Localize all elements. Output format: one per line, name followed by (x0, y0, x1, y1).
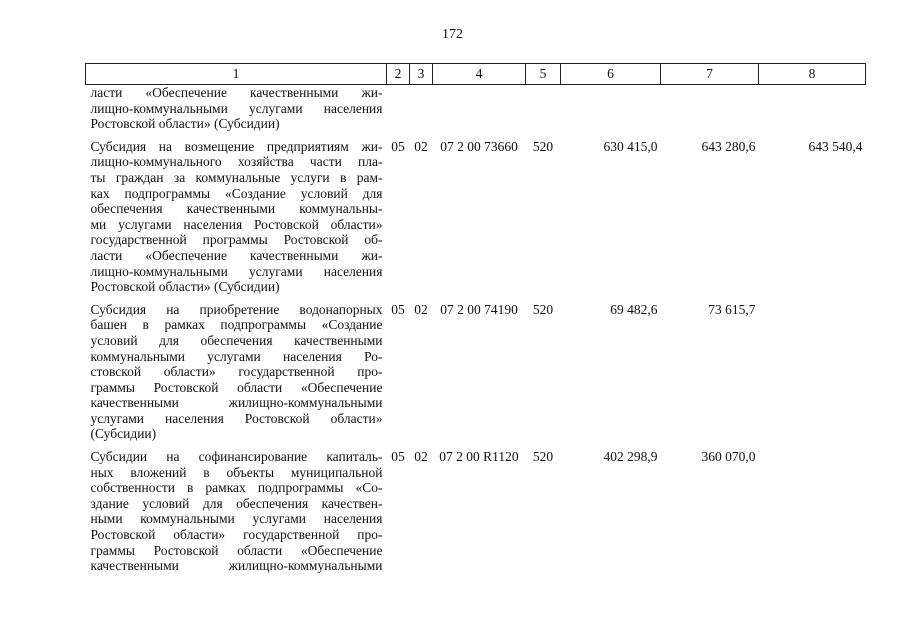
amount-col-8 (759, 300, 866, 447)
row-description (86, 85, 387, 137)
subsection-code (410, 85, 433, 137)
column-header-6: 6 (561, 64, 661, 85)
column-header-1: 1 (86, 64, 387, 85)
row-description (86, 300, 387, 447)
section-code: 05 (391, 301, 405, 317)
target-item-code (433, 85, 526, 137)
description-line: ласти «Обеспечение качественными жи- (90, 85, 383, 100)
section-code (387, 85, 410, 137)
description-line: собственности в рамках подпрограммы «Со- (90, 480, 383, 496)
description-line: ласти «Обеспечение качественными жи- (90, 247, 383, 263)
amount-col-8 (759, 447, 866, 579)
amount-col-7: 360 070,0 (701, 449, 756, 465)
description-line: качественными жилищно-коммунальными (90, 558, 383, 574)
expense-type-code: 520 (532, 449, 554, 465)
subsection-code: 02 (414, 301, 428, 317)
target-item-code: 07 2 00 74190 (440, 301, 518, 317)
description-line: граммы Ростовской области «Обеспечение (90, 379, 383, 395)
expense-type-code: 520 (532, 138, 554, 154)
expense-type-code: 520 (532, 301, 554, 317)
column-header-8: 8 (759, 64, 866, 85)
column-header-7: 7 (661, 64, 759, 85)
description-line: Субсидии на софинансирование капиталь- (90, 449, 383, 465)
description-line: Ростовской области» государственной про- (90, 527, 383, 543)
description-line: ках подпрограммы «Создание условий для (90, 185, 383, 201)
description-line: башен в рамках подпрограммы «Создание (90, 317, 383, 333)
table-row (86, 447, 866, 579)
description-line: лищно-коммунального хозяйства части пла- (90, 154, 383, 170)
column-header-4: 4 (433, 64, 526, 85)
description-line: качественными жилищно-коммунальными (90, 395, 383, 411)
target-item-code: 07 2 00 73660 (440, 138, 518, 154)
column-header-2: 2 (387, 64, 410, 85)
amount-col-8: 643 540,4 (808, 138, 863, 154)
amount-col-6 (561, 85, 661, 137)
amount-col-6: 402 298,9 (603, 449, 658, 465)
amount-col-6: 69 482,6 (610, 301, 658, 317)
amount-col-8 (759, 85, 866, 137)
row-description (86, 447, 387, 579)
subsection-code: 02 (414, 138, 428, 154)
amount-col-6: 630 415,0 (603, 138, 658, 154)
description-line: ты граждан за коммунальные услуги в рам- (90, 169, 383, 185)
expense-type-code (526, 85, 561, 137)
description-line: ми услугами населения Ростовской области» (90, 216, 383, 232)
description-line: здание условий для обеспечения качествен- (90, 495, 383, 511)
budget-table (85, 63, 866, 579)
description-line: Ростовской области» (Субсидии) (90, 116, 280, 132)
description-line: стовской области» государственной про- (90, 364, 383, 380)
table-row (86, 137, 866, 300)
description-line: Ростовской области» (Субсидии) (90, 279, 280, 295)
description-line: граммы Ростовской области «Обеспечение (90, 542, 383, 558)
column-header-5: 5 (526, 64, 561, 85)
description-line: коммунальными услугами населения Ро- (90, 348, 383, 364)
subsection-code: 02 (414, 449, 428, 465)
amount-col-7 (661, 85, 759, 137)
table-row (86, 85, 866, 137)
page-number: 172 (442, 27, 463, 42)
description-line: лищно-коммунальными услугами населения (90, 263, 383, 279)
description-line: ных вложений в объекты муниципальной (90, 464, 383, 480)
column-header-3: 3 (410, 64, 433, 85)
column-number-header-row (86, 64, 866, 85)
table-row (86, 300, 866, 447)
target-item-code: 07 2 00 R1120 (439, 449, 519, 465)
description-line: Субсидия на приобретение водонапорных (90, 301, 383, 317)
description-line: обеспечения качественными коммунальны- (90, 201, 383, 217)
description-line: государственной программы Ростовской об- (90, 232, 383, 248)
amount-col-7: 73 615,7 (708, 301, 756, 317)
section-code: 05 (391, 449, 405, 465)
description-line: Субсидия на возмещение предприятиям жи- (90, 138, 383, 154)
amount-col-7: 643 280,6 (701, 138, 756, 154)
section-code: 05 (391, 138, 405, 154)
description-line: лищно-коммунальными услугами населения (90, 100, 383, 116)
row-description (86, 137, 387, 300)
description-line: (Субсидии) (90, 426, 157, 442)
description-line: ными коммунальными услугами населения (90, 511, 383, 527)
description-line: услугами населения Ростовской области» (90, 410, 383, 426)
description-line: условий для обеспечения качественными (90, 332, 383, 348)
